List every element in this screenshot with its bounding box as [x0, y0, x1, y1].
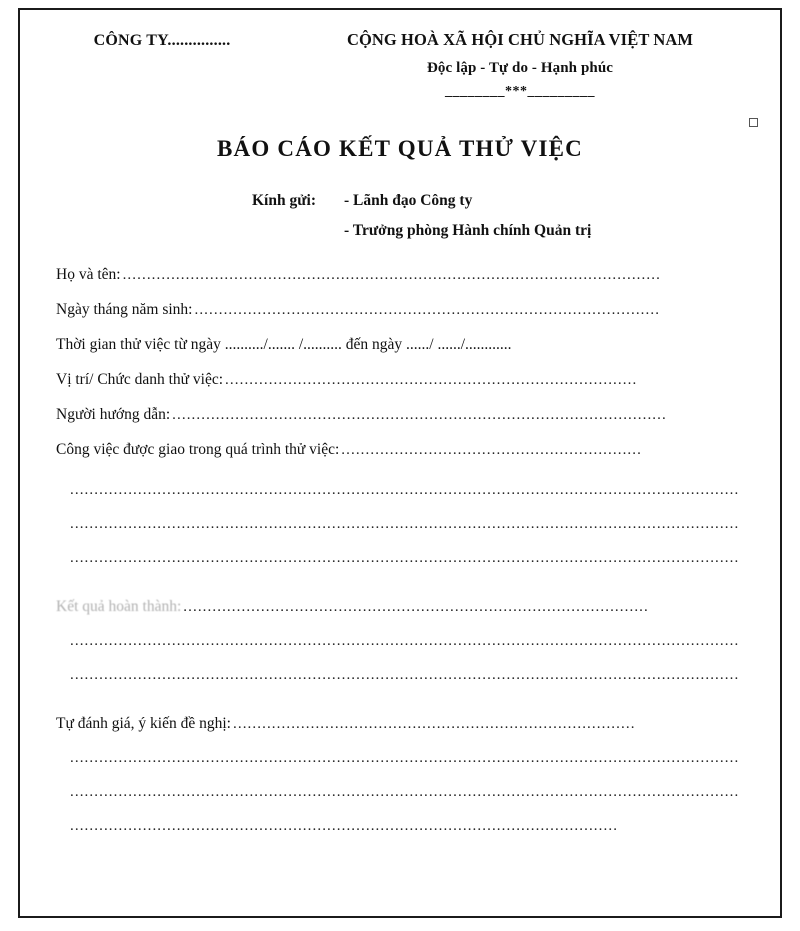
recipient-row-secondary — [252, 222, 758, 240]
blank-line[interactable]: .......................................................................................................................................... — [70, 784, 740, 800]
recipients-label: Kính gửi: — [252, 192, 316, 209]
blank-line[interactable]: .......................................................................................................................................... — [70, 750, 740, 766]
recipient-admin-manager: - Trưởng phòng Hành chính Quản trị — [344, 222, 592, 239]
field-input-completion-result[interactable]: ................................................................................................ — [183, 599, 649, 615]
field-completion-result — [56, 598, 752, 616]
page-title: BÁO CÁO KẾT QUẢ THỬ VIỆC — [217, 136, 583, 161]
recipients-block — [42, 192, 758, 240]
field-date-of-birth — [56, 301, 752, 319]
field-input-position[interactable]: ..................................................................................... — [225, 372, 638, 388]
field-label-probation-period[interactable]: Thời gian thử việc từ ngày ........../....... /.......... đến ngày ....../ ....../............ — [56, 336, 512, 353]
form-fields — [42, 266, 758, 835]
field-position — [56, 371, 752, 389]
field-label-date-of-birth: Ngày tháng năm sinh: — [56, 301, 193, 318]
field-self-evaluation — [56, 715, 752, 733]
spacer — [56, 701, 752, 715]
field-input-assigned-work[interactable]: .............................................................. — [341, 442, 642, 458]
field-label-supervisor: Người hướng dẫn: — [56, 406, 171, 423]
motto-line: Độc lập - Tự do - Hạnh phúc — [426, 60, 614, 76]
document-header — [42, 24, 758, 100]
field-input-full-name[interactable]: ............................................................................................................... — [122, 267, 661, 283]
field-probation-period — [56, 336, 752, 354]
blank-line[interactable]: .......................................................................................................................................... — [70, 633, 740, 649]
recipient-leader: - Lãnh đạo Công ty — [344, 192, 473, 209]
corner-square-mark — [749, 118, 758, 127]
separator-line: ________***_________ — [445, 84, 595, 99]
spacer — [56, 584, 752, 598]
nation-line: CỘNG HOÀ XÃ HỘI CHỦ NGHĨA VIỆT NAM — [346, 30, 694, 49]
company-name-field: CÔNG TY............... — [93, 32, 231, 49]
field-label-assigned-work: Công việc được giao trong quá trình thử việc: — [56, 441, 340, 458]
blank-line[interactable]: .......................................................................................................................................... — [70, 516, 740, 532]
field-assigned-work — [56, 441, 752, 459]
blank-line[interactable]: ................................................................................................................. — [70, 818, 619, 834]
national-heading — [282, 30, 758, 100]
blank-line[interactable]: .......................................................................................................................................... — [70, 550, 740, 566]
field-supervisor — [56, 406, 752, 424]
field-label-completion-result: Kết quả hoàn thành: — [56, 598, 182, 615]
blank-line[interactable]: .......................................................................................................................................... — [70, 482, 740, 498]
document-sheet — [18, 8, 782, 918]
field-input-date-of-birth[interactable]: ................................................................................................ — [194, 302, 661, 318]
blank-line[interactable]: .......................................................................................................................................... — [70, 667, 740, 683]
field-label-full-name: Họ và tên: — [56, 266, 121, 283]
recipient-row-primary — [252, 192, 758, 210]
field-input-self-evaluation[interactable]: ................................................................................... — [233, 716, 636, 732]
field-input-supervisor[interactable]: ...................................................................................................... — [172, 407, 667, 423]
field-label-self-evaluation: Tự đánh giá, ý kiến đề nghị: — [56, 715, 231, 732]
field-full-name — [56, 266, 752, 284]
field-label-position: Vị trí/ Chức danh thử việc: — [56, 371, 224, 388]
